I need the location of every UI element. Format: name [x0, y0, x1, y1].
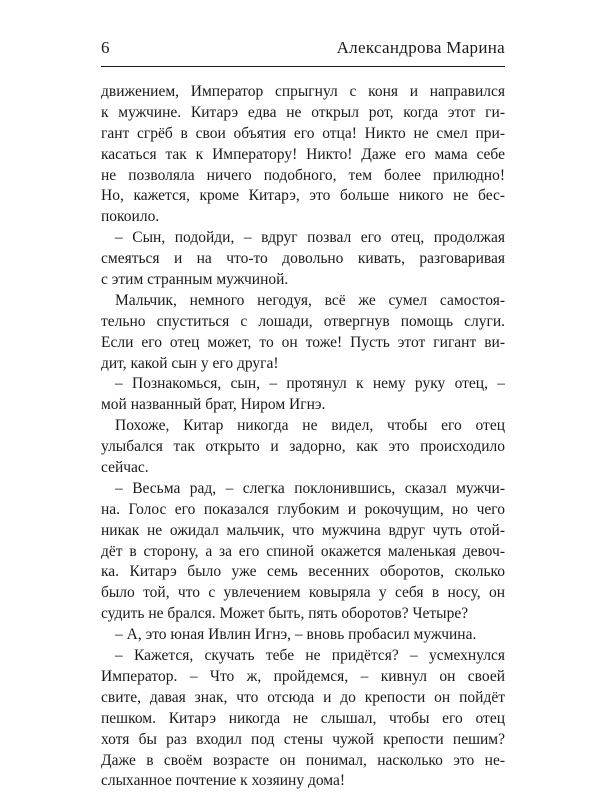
text-line: движением, Император спрыгнул с коня и направился: [101, 83, 505, 100]
text-line: смеяться и на что-то довольно кивать, разговаривая: [101, 250, 505, 268]
text-line: – Познакомься, сын, – протянул к нему руку отец, –: [115, 375, 505, 393]
paragraph: [101, 228, 505, 291]
text-line: мой названный брат, Ниром Игнэ.: [101, 396, 326, 414]
text-line: тельно спуститься с лошади, отвергнув помощь слуги.: [101, 312, 505, 330]
paragraph: [101, 416, 505, 479]
paragraph: [101, 374, 505, 416]
text-line: – А, это юная Ивлин Игнэ, – вновь пробасил мужчина.: [115, 626, 477, 644]
text-line: – Сын, подойди, – вдруг позвал его отец, продолжая: [115, 229, 505, 247]
page-header: [101, 38, 505, 64]
text-line: никак не ожидал мальчик, что мужчина вдруг чуть отой-: [101, 521, 505, 539]
text-line: касаться так к Императору! Никто! Даже его мама себе: [101, 145, 505, 163]
text-line: с этим странным мужчиной.: [101, 271, 289, 289]
text-line: пешком. Китарэ никогда не слышал, чтобы его отец: [101, 709, 505, 727]
paragraph: [101, 291, 505, 375]
text-line: не позволяла ничего подобного, тем более прилюдно!: [101, 166, 505, 184]
text-line: – Весьма рад, – слегка поклонившись, сказал мужчи-: [115, 479, 505, 497]
text-line: судить не брался. Может быть, пять оборотов? Четыре?: [101, 605, 469, 623]
text-line: Но, кажется, кроме Китарэ, это больше никого не бес-: [101, 187, 505, 205]
body-text: [101, 82, 505, 792]
text-line: Мальчик, немного негодуя, всё же сумел самостоя-: [115, 291, 505, 309]
text-line: дёт в сторону, а за его спиной окажется маленькая девоч-: [101, 542, 505, 560]
text-line: улыбался так открыто и задорно, как это происходило: [101, 438, 505, 456]
text-line: было той, что с увлечением ковыряла у себя в носу, он: [101, 584, 505, 602]
text-line: на. Голос его показался глубоким и рокочущим, но чего: [101, 500, 505, 518]
header-rule: [101, 66, 505, 67]
paragraph: [101, 625, 505, 646]
text-line: – Кажется, скучать тебе не придётся? – усмехнулся: [115, 647, 505, 665]
text-line: свите, давая знак, что отсюда и до крепости он пойдёт: [101, 688, 505, 706]
text-line: Похоже, Китар никогда не видел, чтобы его отец: [115, 417, 505, 435]
paragraph: [101, 479, 505, 625]
text-line: гант сгрёб в свои объятия его отца! Никто не смел при-: [101, 124, 505, 142]
text-line: Если его отец может, то он тоже! Пусть этот гигант ви-: [101, 333, 505, 351]
running-head: Александрова Марина: [336, 38, 505, 57]
paragraph: [101, 82, 505, 228]
text-line: Даже в своём возрасте он понимал, насколько это не-: [101, 751, 505, 769]
text-line: Император. – Что ж, пройдемся, – кивнул он своей: [101, 667, 505, 685]
text-line: сейчас.: [101, 459, 149, 477]
paragraph: [101, 646, 505, 792]
text-line: к мужчине. Китарэ едва не открыл рот, когда этот ги-: [101, 103, 505, 121]
text-line: дит, какой сын у его друга!: [101, 354, 279, 372]
page-number: 6: [101, 38, 110, 57]
text-line: хотя бы раз входил под стены чужой крепости пешим?: [101, 730, 505, 748]
text-line: покоило.: [101, 208, 160, 226]
text-line: слыханное почтение к хозяину дома!: [101, 772, 346, 790]
text-line: ка. Китарэ было уже семь весенних оборотов, сколько: [101, 563, 505, 581]
